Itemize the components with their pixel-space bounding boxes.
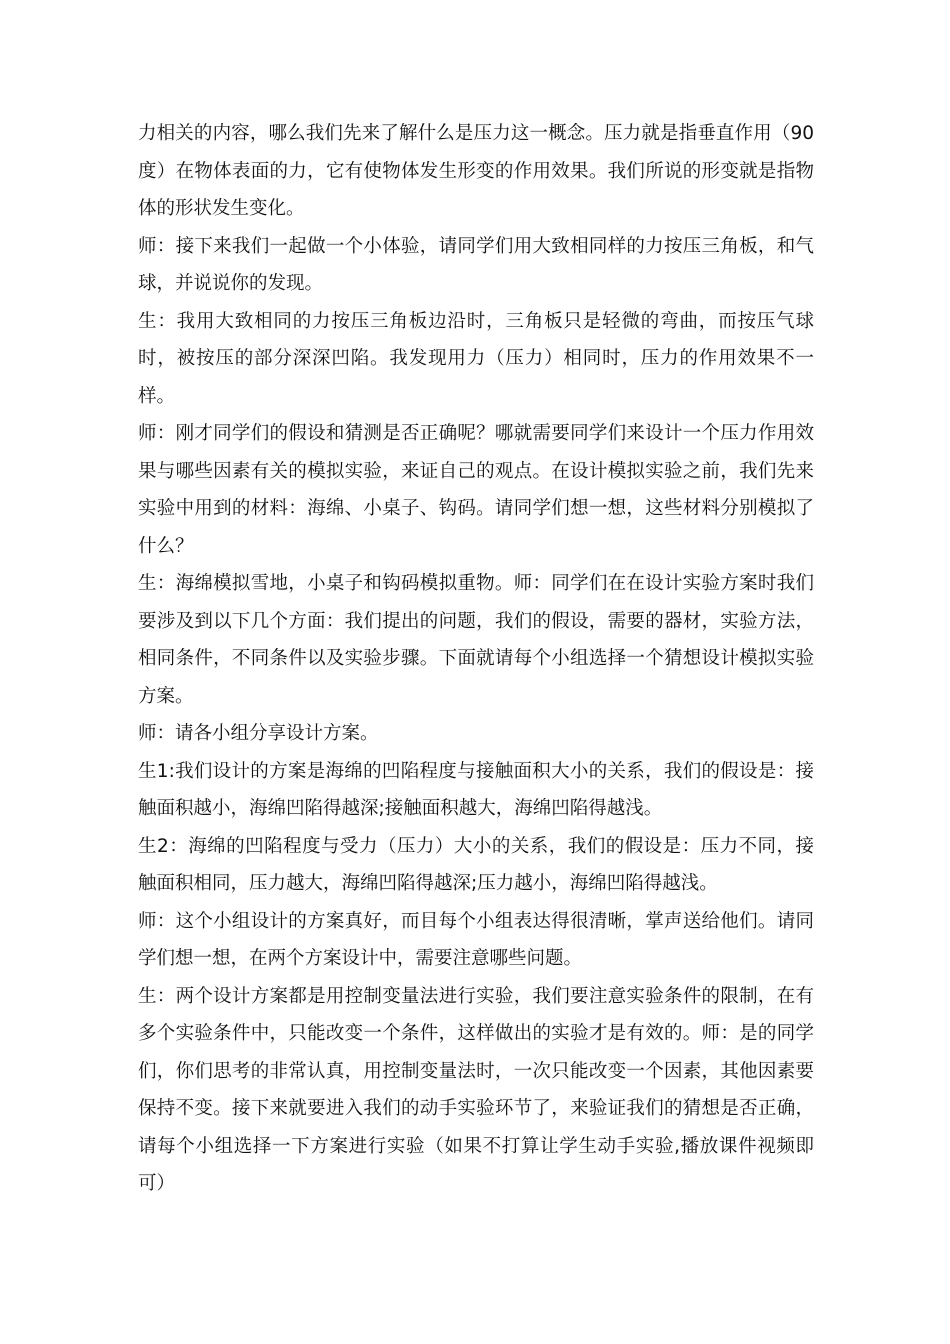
paragraph-1: 力相关的内容，哪么我们先来了解什么是压力这一概念。压力就是指垂直作用（90度）在物体表面的力，它有使物体发生形变的作用效果。我们所说的形变就是指物体的形状发生变化。 — [138, 123, 814, 219]
paragraph-2: 师：接下来我们一起做一个小体验，请同学们用大致相同样的力按压三角板，和气球，并说说你的发现。 — [138, 235, 814, 294]
paragraph-6: 师：请各小组分享设计方案。 — [138, 723, 379, 744]
paragraph-3: 生：我用大致相同的力按压三角板边沿时，三角板只是轻微的弯曲，而按压气球时，被按压的部分深深凹陷。我发现用力（压力）相同时，压力的作用效果不一样。 — [138, 310, 814, 407]
paragraph-4: 师：刚才同学们的假设和猜测是否正确呢？哪就需要同学们来设计一个压力作用效果与哪些因素有关的模拟实验，来证自己的观点。在设计模拟实验之前，我们先来实验中用到的材料：海绵、小桌子、钩码。请同学们想一想，这些材料分别模拟了什么？ — [138, 423, 814, 557]
document-body — [138, 115, 814, 1203]
paragraph-5: 生：海绵模拟雪地，小桌子和钩码模拟重物。师：同学们在在设计实验方案时我们要涉及到以下几个方面：我们提出的问题，我们的假设，需要的器材，实验方法，相同条件，不同条件以及实验步骤。下面就请每个小组选择一个猜想设计模拟实验方案。 — [138, 573, 814, 707]
paragraph-8: 生2：海绵的凹陷程度与受力（压力）大小的关系，我们的假设是：压力不同，接触面积相同，压力越大，海绵凹陷得越深;压力越小，海绵凹陷得越浅。 — [138, 835, 814, 894]
paragraph-7: 生1:我们设计的方案是海绵的凹陷程度与接触面积大小的关系，我们的假设是：接触面积越小，海绵凹陷得越深;接触面积越大，海绵凹陷得越浅。 — [138, 760, 814, 819]
paragraph-10: 生：两个设计方案都是用控制变量法进行实验，我们要注意实验条件的限制，在有多个实验条件中，只能改变一个条件，这样做出的实验才是有效的。师：是的同学们，你们思考的非常认真，用控制变量法时，一次只能改变一个因素，其他因素要保持不变。接下来就要进入我们的动手实验环节了，来验证我们的猜想是否正确，请每个小组选择一下方案进行实验（如果不打算让学生动手实验,播放课件视频即可） — [138, 985, 814, 1194]
paragraph-9: 师：这个小组设计的方案真好，而目每个小组表达得很清晰，掌声送给他们。请同学们想一想，在两个方案设计中，需要注意哪些问题。 — [138, 910, 814, 969]
